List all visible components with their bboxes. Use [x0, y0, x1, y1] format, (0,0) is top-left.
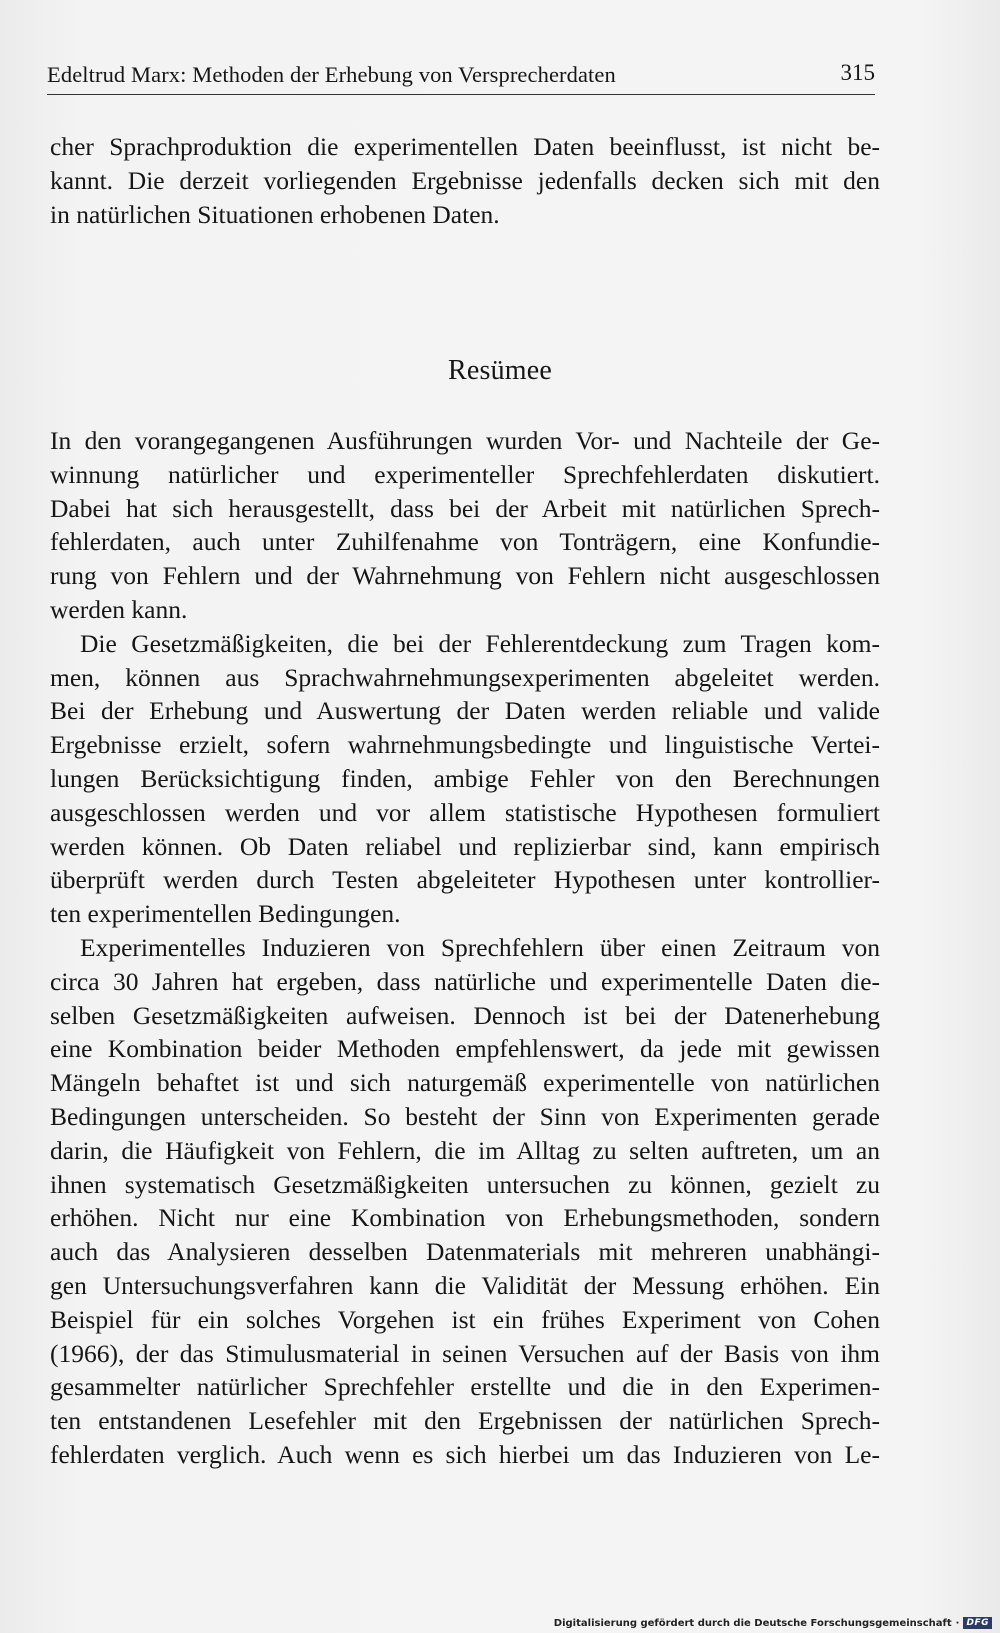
text-line: circa 30 Jahren hat ergeben, dass natürliche und experimentelle Daten die-: [50, 966, 880, 996]
text-line: ihnen systematisch Gesetzmäßigkeiten untersuchen zu können, gezielt zu: [50, 1169, 880, 1199]
text-line: selben Gesetzmäßigkeiten aufweisen. Dennoch ist bei der Datenerhebung: [50, 1000, 880, 1030]
text-line: rung von Fehlern und der Wahrnehmung von Fehlern nicht ausgeschlossen: [50, 561, 880, 591]
text-line: überprüft werden durch Testen abgeleiteter Hypothesen unter kontrollier-: [50, 865, 880, 895]
text-line: gesammelter natürlicher Sprechfehler erstellte und die in den Experimen-: [50, 1372, 880, 1402]
text-line: ten entstandenen Lesefehler mit den Ergebnissen der natürlichen Sprech-: [50, 1406, 880, 1436]
text-line: werden können. Ob Daten reliabel und replizierbar sind, kann empirisch: [50, 831, 880, 861]
text-line: lungen Berücksichtigung finden, ambige Fehler von den Berechnungen: [50, 763, 880, 793]
text-line: kannt. Die derzeit vorliegenden Ergebnisse jedenfalls decken sich mit den: [50, 165, 880, 195]
text-line: ten experimentellen Bedingungen.: [50, 899, 401, 929]
text-line: Mängeln behaftet ist und sich naturgemäß experimentelle von natürlichen: [50, 1068, 880, 1098]
digitization-footer: Digitalisierung gefördert durch die Deutsche Forschungsgemeinschaft · DFG: [554, 1617, 992, 1629]
section-heading: Resümee: [447, 355, 553, 386]
running-head: [47, 58, 875, 95]
text-line: Bedingungen unterscheiden. So besteht der Sinn von Experimenten gerade: [50, 1101, 880, 1131]
text-line: auch das Analysieren desselben Datenmaterials mit mehreren unabhängi-: [50, 1237, 880, 1267]
text-line: (1966), der das Stimulusmaterial in seinen Versuchen auf der Basis von ihm: [50, 1338, 880, 1368]
text-line: In den vorangegangenen Ausführungen wurden Vor- und Nachteile der Ge-: [50, 426, 880, 455]
paragraph: [50, 931, 880, 1472]
text-line: eine Kombination beider Methoden empfehlenswert, da jede mit gewissen: [50, 1034, 880, 1064]
text-line: fehlerdaten, auch unter Zuhilfenahme von Tonträgern, eine Konfundie-: [50, 527, 880, 557]
text-line: men, können aus Sprachwahrnehmungsexperimenten abgeleitet werden.: [50, 662, 880, 692]
text-line: cher Sprachproduktion die experimentellen Daten beeinflusst, ist nicht be-: [50, 132, 880, 161]
paragraph: [50, 627, 880, 931]
intro-paragraph: [50, 130, 880, 231]
text-line: Beispiel für ein solches Vorgehen ist ein frühes Experiment von Cohen: [50, 1304, 880, 1334]
text-line: Experimentelles Induzieren von Sprechfehlern über einen Zeitraum von: [80, 932, 880, 962]
page-number: 315: [840, 60, 875, 85]
text-line: Die Gesetzmäßigkeiten, die bei der Fehlerentdeckung zum Tragen kom-: [80, 628, 880, 658]
text-line: gen Untersuchungsverfahren kann die Validität der Messung erhöhen. Ein: [50, 1270, 880, 1300]
text-line: fehlerdaten verglich. Auch wenn es sich hierbei um das Induzieren von Le-: [50, 1439, 880, 1469]
text-line: ausgeschlossen werden und vor allem statistische Hypothesen formuliert: [50, 797, 880, 827]
text-line: erhöhen. Nicht nur eine Kombination von Erhebungsmethoden, sondern: [50, 1203, 880, 1233]
text-line: darin, die Häufigkeit von Fehlern, die im Alltag zu selten auftreten, um an: [50, 1135, 880, 1165]
text-line: in natürlichen Situationen erhobenen Daten.: [50, 199, 500, 229]
text-line: Ergebnisse erzielt, sofern wahrnehmungsbedingte und linguistische Vertei-: [50, 730, 880, 760]
dfg-logo: DFG: [963, 1617, 992, 1629]
paragraph: [50, 424, 880, 627]
footer-text: Digitalisierung gefördert durch die Deutsche Forschungsgemeinschaft: [553, 1617, 952, 1629]
text-line: Bei der Erhebung und Auswertung der Daten werden reliable und valide: [50, 696, 880, 726]
text-line: werden kann.: [50, 594, 188, 624]
running-title: Edeltrud Marx: Methoden der Erhebung von Versprecherdaten: [47, 62, 616, 87]
section-body: [50, 424, 880, 1472]
text-line: Dabei hat sich herausgestellt, dass bei der Arbeit mit natürlichen Sprech-: [50, 493, 880, 523]
text-line: winnung natürlicher und experimenteller Sprechfehlerdaten diskutiert.: [50, 459, 880, 489]
